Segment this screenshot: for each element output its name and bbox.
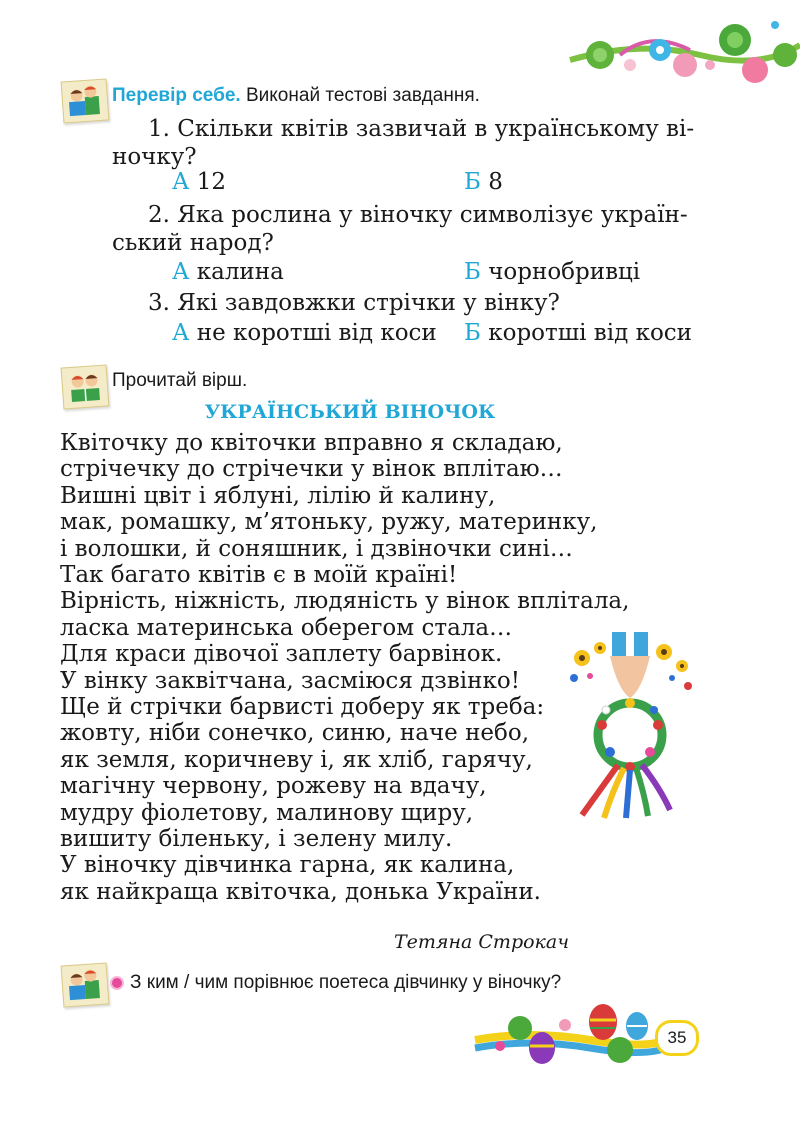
easter-eggs-branch-icon: [470, 1000, 670, 1070]
page-number: 35: [655, 1020, 699, 1056]
poem-line: Ще й стрічки барвисті доберу як треба:: [60, 694, 545, 720]
section1-header: [112, 83, 480, 109]
question-2-option-a: [172, 256, 284, 288]
poem-line: стрічечку до стрічечки у вінок вплітаю…: [60, 456, 563, 483]
poem-line: магічну червону, рожеву на вдачу,: [60, 773, 487, 800]
question-2-option-b: [464, 256, 640, 288]
poem-line: мудру фіолетову, малинову щиру,: [60, 799, 474, 826]
question-3-option-a: [172, 317, 437, 349]
question-1-line-2: ночку?: [112, 144, 197, 170]
poem-line: У вінку заквітчана, засміюся дзвінко!: [60, 667, 520, 694]
poem-line: Вірність, ніжність, людяність у вінок вплітала,: [60, 588, 630, 615]
option-letter: Б: [464, 320, 481, 346]
option-text: 8: [488, 169, 503, 195]
task-icon-question: [61, 962, 110, 1007]
option-text: коротші від коси: [488, 320, 692, 346]
poem-line: ласка материнська оберегом стала…: [60, 614, 513, 641]
poem-author: Тетяна Строкач: [394, 931, 570, 953]
poem-line: мак, ромашку, м’ятоньку, ружу, материнку,: [60, 509, 598, 536]
question-2-line-1: 2. Яка рослина у віночку символізує україн-: [148, 202, 688, 228]
question-1-line-1: 1. Скільки квітів зазвичай в українському ві-: [148, 116, 695, 142]
floral-branch-icon: [560, 10, 800, 90]
option-letter: Б: [464, 259, 481, 285]
option-text: калина: [196, 259, 284, 285]
read-poem-instruction: Прочитай вірш.: [112, 370, 248, 391]
poem-line: Для краси дівочої заплету барвінок.: [60, 641, 503, 668]
option-text: 12: [196, 169, 227, 195]
poem-line: як земля, коричневу і, як хліб, гарячу,: [60, 746, 533, 773]
poem-line: вишиту біленьку, і зелену милу.: [60, 826, 453, 852]
question-1-option-a: [172, 166, 226, 198]
poem-line: і волошки, й соняшник, і дзвіночки сині…: [60, 535, 573, 562]
final-question: [110, 970, 561, 996]
task-icon-check: [61, 78, 110, 123]
poem-line: Квіточку до квіточки вправно я складаю,: [60, 430, 563, 456]
option-letter: А: [172, 169, 190, 195]
poem-line: Так багато квітів є в моїй країні!: [60, 562, 458, 588]
wreath-illustration: [560, 630, 700, 820]
question-2-line-2: ський народ?: [112, 230, 274, 256]
poem-title: УКРАЇНСЬКИЙ ВІНОЧОК: [204, 401, 496, 423]
question-3-option-b: [464, 317, 692, 349]
children-with-books-icon: [64, 966, 106, 1005]
option-letter: А: [172, 259, 190, 285]
poem-line: Вишні цвіт і яблуні, лілію й калину,: [60, 482, 496, 509]
option-letter: Б: [464, 169, 481, 195]
option-text: не коротші від коси: [196, 320, 437, 346]
question-1-option-b: [464, 166, 503, 198]
option-text: чорнобривці: [488, 259, 641, 285]
check-yourself-instruction: Виконай тестові завдання.: [246, 85, 480, 106]
bullet-dot-icon: [110, 976, 124, 990]
final-question-text: З ким / чим порівнює поетеса дівчинку у віночку?: [130, 972, 562, 993]
poem-line: як найкраща квіточка, донька України.: [60, 878, 541, 905]
top-floral-decoration: [560, 10, 800, 90]
poem-line: жовту, ніби сонечко, синю, наче небо,: [60, 720, 530, 747]
bottom-decoration: [470, 1000, 670, 1070]
question-3-line-1: 3. Які завдовжки стрічки у вінку?: [148, 290, 560, 316]
option-letter: А: [172, 320, 190, 346]
poem-line: У віночку дівчинка гарна, як калина,: [60, 852, 515, 879]
check-yourself-heading: Перевір себе.: [112, 85, 241, 106]
flower-wreath-icon: [560, 630, 700, 820]
children-with-books-icon: [64, 82, 106, 121]
